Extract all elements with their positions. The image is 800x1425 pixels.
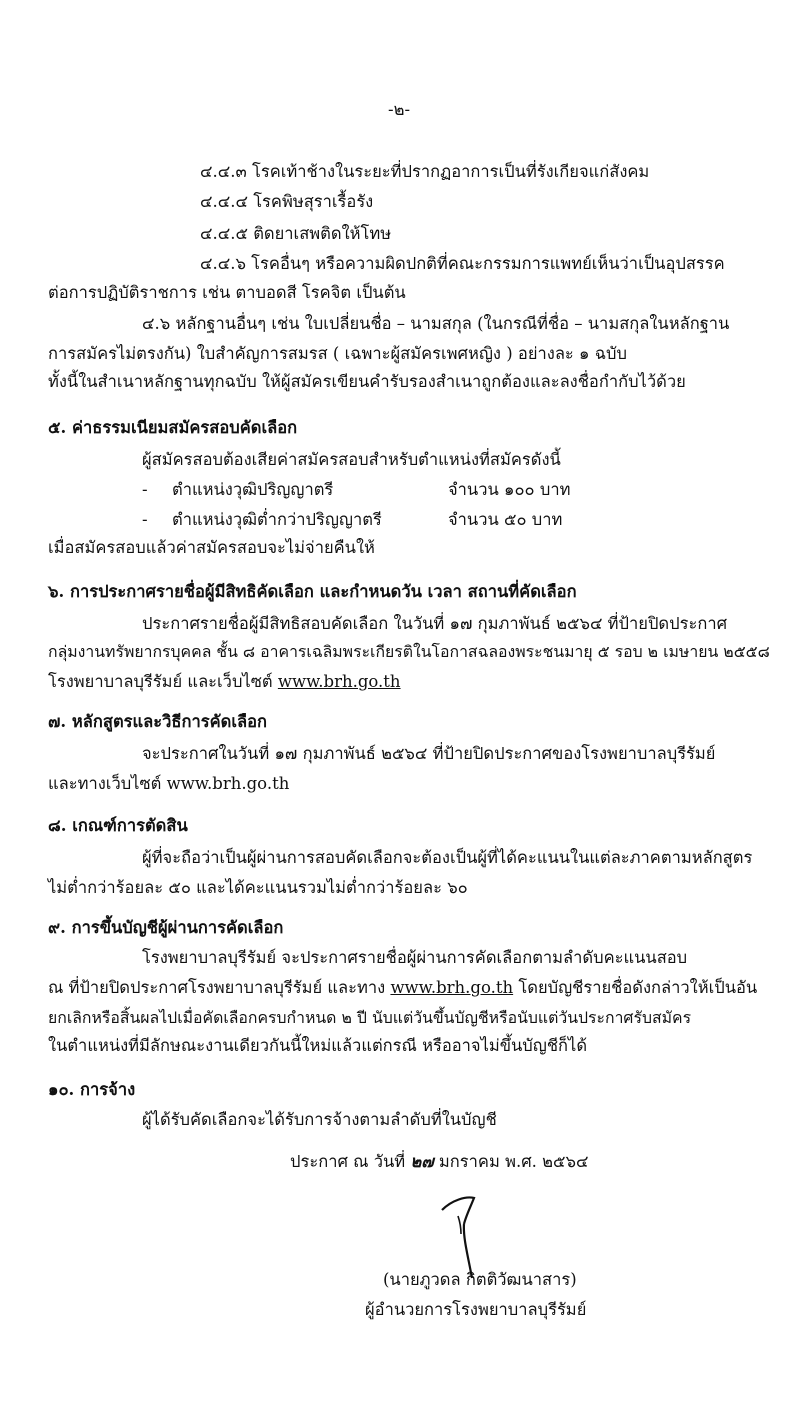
announcement-day: ๒๗ (410, 1152, 434, 1171)
fee-amount: จำนวน ๑๐๐ บาท (448, 480, 571, 499)
section7-line2: และทางเว็บไซต์ www.brh.go.th (48, 774, 290, 793)
fee-amount: จำนวน ๕๐ บาท (448, 510, 563, 529)
section5-intro: ผู้สมัครสอบต้องเสียค่าสมัครสอบสำหรับตำแหน่งที่สมัครดังนี้ (142, 450, 561, 469)
section8-heading: ๘. เกณฑ์การตัดสิน (48, 816, 188, 835)
announcement-suffix: มกราคม พ.ศ. ๒๕๖๔ (433, 1152, 589, 1171)
section6-heading: ๖. การประกาศรายชื่อผู้มีสิทธิคัดเลือก และกำหนดวัน เวลา สถานที่คัดเลือก (48, 582, 577, 601)
section9-heading: ๙. การขึ้นบัญชีผู้ผ่านการคัดเลือก (48, 918, 284, 937)
fee-position: ตำแหน่งวุฒิต่ำกว่าปริญญาตรี (172, 510, 382, 529)
announcement-prefix: ประกาศ ณ วันที่ (290, 1152, 411, 1171)
page-number: -๒- (388, 100, 411, 119)
fee-bullet: - (142, 510, 148, 529)
website-link[interactable]: www.brh.go.th (390, 978, 514, 997)
item-4-6-line3: ทั้งนี้ในสำเนาหลักฐานทุกฉบับ ให้ผู้สมัครเขียนคำรับรองสำเนาถูกต้องและลงชื่อกำกับไว้ด้วย (48, 372, 686, 391)
item-4-6-line1: ๔.๖ หลักฐานอื่นๆ เช่น ใบเปลี่ยนชื่อ – นามสกุล (ในกรณีที่ชื่อ – นามสกุลในหลักฐาน (142, 314, 730, 333)
section5-note: เมื่อสมัครสอบแล้วค่าสมัครสอบจะไม่จ่ายคืนให้ (48, 538, 375, 557)
section6-line3-text: โรงพยาบาลบุรีรัมย์ และเว็บไซต์ (48, 672, 278, 691)
section5-heading: ๕. ค่าธรรมเนียมสมัครสอบคัดเลือก (48, 418, 298, 437)
section6-line3 (48, 670, 401, 694)
fee-bullet: - (142, 480, 148, 499)
section6-line1: ประกาศรายชื่อผู้มีสิทธิสอบคัดเลือก ในวันที่ ๑๗ กุมภาพันธ์ ๒๕๖๔ ที่ป้ายปิดประกาศ (142, 614, 728, 633)
section8-line2: ไม่ต่ำกว่าร้อยละ ๕๐ และได้คะแนนรวมไม่ต่ำกว่าร้อยละ ๖๐ (48, 878, 468, 897)
item-4-4-5: ๔.๔.๕ ติดยาเสพติดให้โทษ (200, 224, 392, 243)
section6-line2: กลุ่มงานทรัพยากรบุคคล ชั้น ๘ อาคารเฉลิมพระเกียรติในโอกาสฉลองพระชนมายุ ๕ รอบ ๒ เมษายน ๒๕๕๘ (48, 642, 770, 661)
section9-line4: ในตำแหน่งที่มีลักษณะงานเดียวกันนี้ใหม่แล้วแต่กรณี หรืออาจไม่ขึ้นบัญชีก็ได้ (48, 1036, 588, 1055)
section9-line2-suffix: โดยบัญชีรายชื่อดังกล่าวให้เป็นอัน (513, 978, 758, 997)
section7-heading: ๗. หลักสูตรและวิธีการคัดเลือก (48, 712, 267, 731)
item-4-4-6: ๔.๔.๖ โรคอื่นๆ หรือความผิดปกติที่คณะกรรมการแพทย์เห็นว่าเป็นอุปสรรค (200, 254, 725, 273)
website-link[interactable]: www.brh.go.th (277, 672, 401, 691)
fee-position: ตำแหน่งวุฒิปริญญาตรี (172, 480, 334, 499)
item-4-4-6-continuation: ต่อการปฏิบัติราชการ เช่น ตาบอดสี โรคจิต เป็นต้น (48, 283, 406, 302)
signatory-name: (นายภูวดล กิตติวัฒนาสาร) (383, 1270, 577, 1289)
section8-line1: ผู้ที่จะถือว่าเป็นผู้ผ่านการสอบคัดเลือกจะต้องเป็นผู้ที่ได้คะแนนในแต่ละภาคตามหลักสูตร (142, 848, 753, 867)
section9-line2 (48, 976, 757, 1000)
section9-line1: โรงพยาบาลบุรีรัมย์ จะประกาศรายชื่อผู้ผ่านการคัดเลือกตามลำดับคะแนนสอบ (142, 948, 688, 967)
announcement-date (290, 1150, 589, 1174)
section10-heading: ๑๐. การจ้าง (48, 1080, 136, 1099)
section9-line2-prefix: ณ ที่ป้ายปิดประกาศโรงพยาบาลบุรีรัมย์ และทาง (48, 978, 391, 997)
item-4-4-4: ๔.๔.๔ โรคพิษสุราเรื้อรัง (200, 192, 374, 211)
section7-line1: จะประกาศในวันที่ ๑๗ กุมภาพันธ์ ๒๕๖๔ ที่ป้ายปิดประกาศของโรงพยาบาลบุรีรัมย์ (142, 744, 716, 763)
section9-line3: ยกเลิกหรือสิ้นผลไปเมื่อคัดเลือกครบกำหนด ๒ ปี นับแต่วันขึ้นบัญชีหรือนับแต่วันประกาศรับสมัคร (48, 1008, 692, 1027)
section10-line: ผู้ได้รับคัดเลือกจะได้รับการจ้างตามลำดับที่ในบัญชี (142, 1110, 497, 1129)
item-4-6-line2: การสมัครไม่ตรงกัน) ใบสำคัญการสมรส ( เฉพาะผู้สมัครเพศหญิง ) อย่างละ ๑ ฉบับ (48, 344, 627, 363)
item-4-4-3: ๔.๔.๓ โรคเท้าช้างในระยะที่ปรากฏอาการเป็นที่รังเกียจแก่สังคม (200, 162, 650, 181)
signatory-title: ผู้อำนวยการโรงพยาบาลบุรีรัมย์ (365, 1300, 587, 1319)
